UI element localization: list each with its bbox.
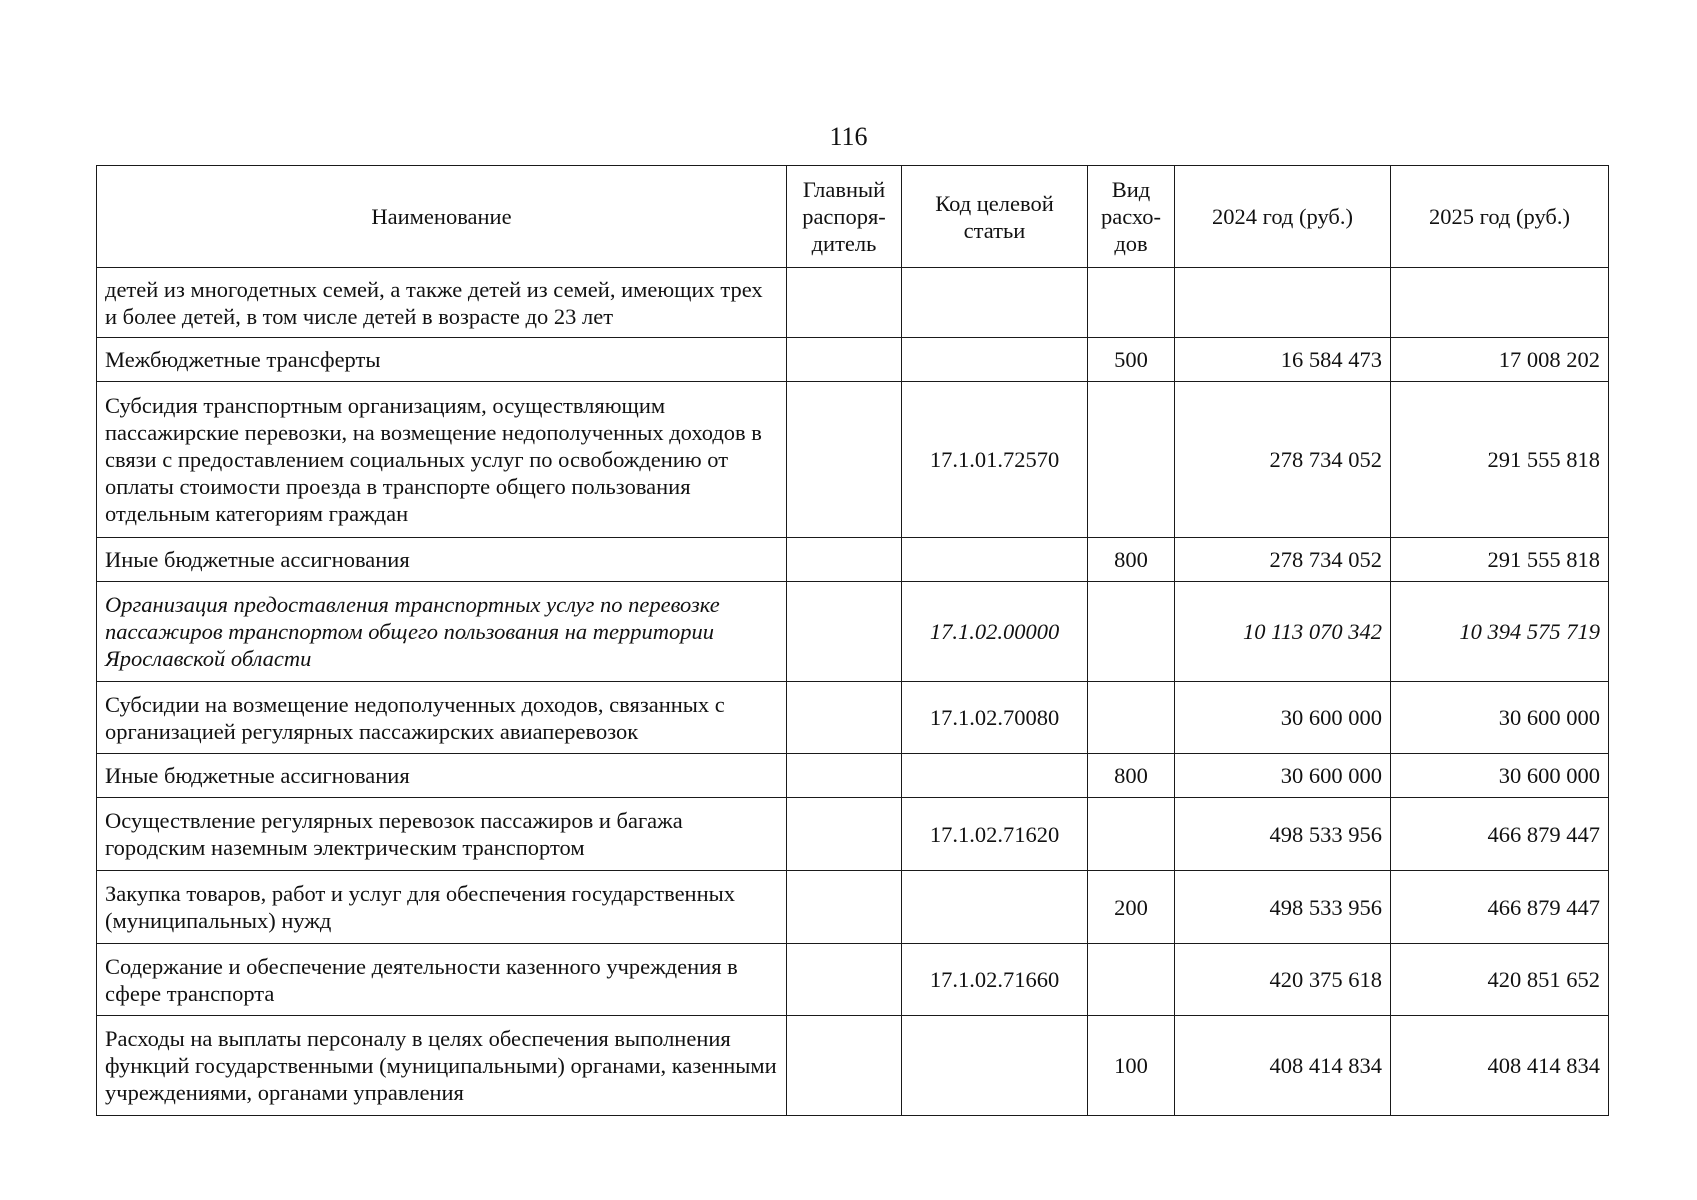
row-code: 17.1.02.71660	[902, 944, 1088, 1016]
row-code	[902, 871, 1088, 944]
row-year-2024: 498 533 956	[1175, 871, 1391, 944]
row-main-manager	[787, 538, 902, 582]
table-row	[97, 754, 1609, 798]
row-main-manager	[787, 1016, 902, 1116]
header-expense-type: Вид расхо-дов	[1088, 166, 1175, 268]
row-main-manager	[787, 582, 902, 682]
row-code	[902, 1016, 1088, 1116]
row-expense-type: 800	[1088, 538, 1175, 582]
row-name: Иные бюджетные ассигнования	[97, 538, 787, 582]
row-expense-type	[1088, 382, 1175, 538]
row-year-2025: 30 600 000	[1391, 754, 1609, 798]
row-main-manager	[787, 382, 902, 538]
row-code: 17.1.02.71620	[902, 798, 1088, 871]
header-year-2025: 2025 год (руб.)	[1391, 166, 1609, 268]
row-main-manager	[787, 682, 902, 754]
row-year-2025: 30 600 000	[1391, 682, 1609, 754]
row-name: детей из многодетных семей, а также детей из семей, имеющих трех и более детей, в том числе детей в возрасте до 23 лет	[97, 268, 787, 338]
row-expense-type	[1088, 268, 1175, 338]
table-row	[97, 798, 1609, 871]
row-year-2024	[1175, 268, 1391, 338]
row-year-2025: 17 008 202	[1391, 338, 1609, 382]
row-name: Расходы на выплаты персоналу в целях обеспечения выполнения функций государственными (муниципальными) органами, казенными учреждениями, органами управления	[97, 1016, 787, 1116]
row-year-2025	[1391, 268, 1609, 338]
table-row	[97, 1016, 1609, 1116]
row-year-2024: 408 414 834	[1175, 1016, 1391, 1116]
row-code: 17.1.01.72570	[902, 382, 1088, 538]
row-main-manager	[787, 871, 902, 944]
row-name: Содержание и обеспечение деятельности казенного учреждения в сфере транспорта	[97, 944, 787, 1016]
row-year-2025: 408 414 834	[1391, 1016, 1609, 1116]
row-year-2025: 291 555 818	[1391, 382, 1609, 538]
row-year-2024: 10 113 070 342	[1175, 582, 1391, 682]
row-year-2024: 420 375 618	[1175, 944, 1391, 1016]
table-row	[97, 268, 1609, 338]
row-year-2024: 498 533 956	[1175, 798, 1391, 871]
row-code	[902, 338, 1088, 382]
row-main-manager	[787, 944, 902, 1016]
header-code: Код целевой статьи	[902, 166, 1088, 268]
table-row	[97, 538, 1609, 582]
row-expense-type	[1088, 944, 1175, 1016]
header-name: Наименование	[97, 166, 787, 268]
row-code	[902, 754, 1088, 798]
table-row	[97, 944, 1609, 1016]
row-year-2024: 30 600 000	[1175, 682, 1391, 754]
row-expense-type: 800	[1088, 754, 1175, 798]
row-expense-type: 100	[1088, 1016, 1175, 1116]
row-name: Закупка товаров, работ и услуг для обеспечения государственных (муниципальных) нужд	[97, 871, 787, 944]
row-main-manager	[787, 754, 902, 798]
row-main-manager	[787, 268, 902, 338]
row-code	[902, 538, 1088, 582]
row-code: 17.1.02.00000	[902, 582, 1088, 682]
table-row	[97, 871, 1609, 944]
row-year-2024: 278 734 052	[1175, 382, 1391, 538]
row-year-2025: 10 394 575 719	[1391, 582, 1609, 682]
table-row	[97, 338, 1609, 382]
row-name: Субсидия транспортным организациям, осуществляющим пассажирские перевозки, на возмещение недополученных доходов в связи с предоставлением социальных услуг по освобождению от оплаты стоимости проезда в транспорте общего пользования отдельным категориям граждан	[97, 382, 787, 538]
row-expense-type: 500	[1088, 338, 1175, 382]
row-year-2024: 16 584 473	[1175, 338, 1391, 382]
table-header-row	[97, 166, 1609, 268]
row-name: Межбюджетные трансферты	[97, 338, 787, 382]
header-main-manager: Главный распоря-дитель	[787, 166, 902, 268]
row-name: Организация предоставления транспортных услуг по перевозке пассажиров транспортом общего пользования на территории Ярославской области	[97, 582, 787, 682]
row-expense-type: 200	[1088, 871, 1175, 944]
row-expense-type	[1088, 798, 1175, 871]
row-expense-type	[1088, 582, 1175, 682]
row-name: Иные бюджетные ассигнования	[97, 754, 787, 798]
row-year-2025: 466 879 447	[1391, 798, 1609, 871]
table-row	[97, 582, 1609, 682]
row-name: Осуществление регулярных перевозок пассажиров и багажа городским наземным электрическим транспортом	[97, 798, 787, 871]
row-code	[902, 268, 1088, 338]
row-code: 17.1.02.70080	[902, 682, 1088, 754]
row-year-2025: 420 851 652	[1391, 944, 1609, 1016]
row-year-2024: 278 734 052	[1175, 538, 1391, 582]
page-number: 116	[829, 122, 868, 151]
header-year-2024: 2024 год (руб.)	[1175, 166, 1391, 268]
row-expense-type	[1088, 682, 1175, 754]
budget-table	[96, 165, 1609, 1116]
row-year-2025: 291 555 818	[1391, 538, 1609, 582]
table-row	[97, 382, 1609, 538]
row-main-manager	[787, 798, 902, 871]
row-year-2024: 30 600 000	[1175, 754, 1391, 798]
row-year-2025: 466 879 447	[1391, 871, 1609, 944]
row-name: Субсидии на возмещение недополученных доходов, связанных с организацией регулярных пассажирских авиаперевозок	[97, 682, 787, 754]
table-row	[97, 682, 1609, 754]
row-main-manager	[787, 338, 902, 382]
